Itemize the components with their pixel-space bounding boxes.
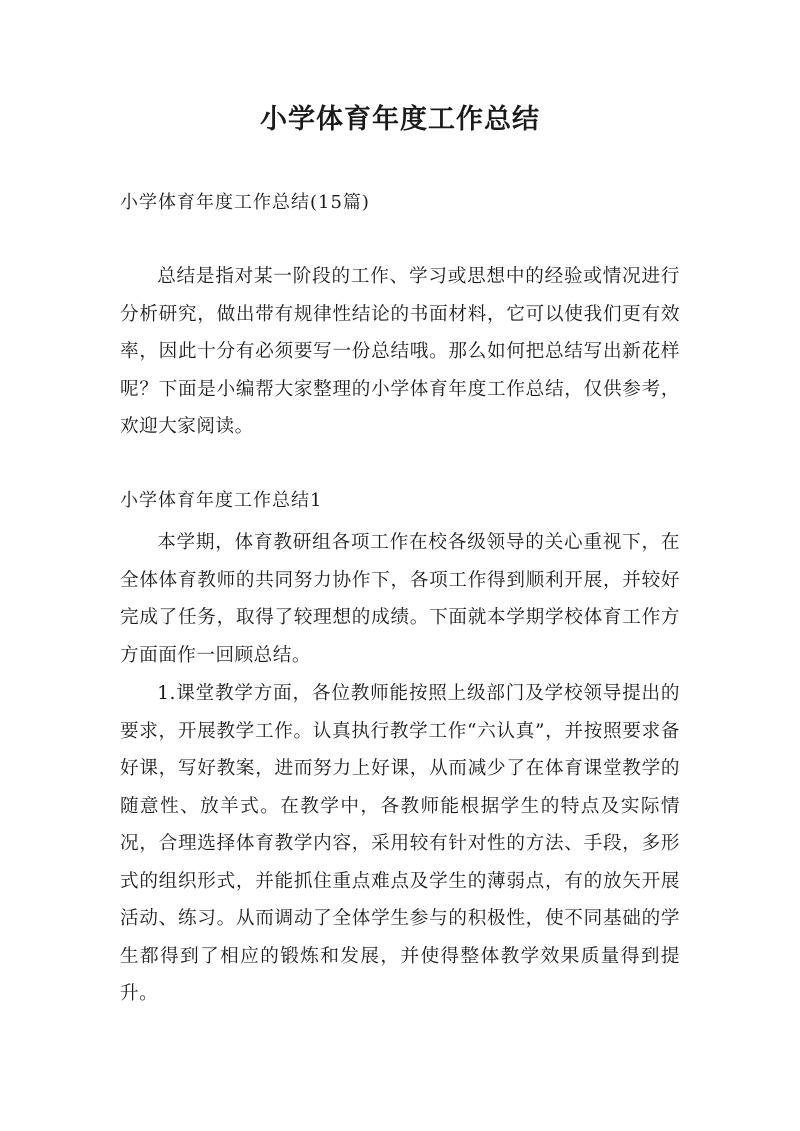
document-title: 小学体育年度工作总结 bbox=[260, 104, 540, 135]
document-subtitle: 小学体育年度工作总结(15篇) bbox=[120, 192, 370, 213]
body-paragraph-1: 本学期，体育教研组各项工作在校各级领导的关心重视下，在全体体育教师的共同努力协作下，各项工作得到顺利开展，并较好完成了任务，取得了较理想的成绩。下面就本学期学校体育工作方方面面作一回顾总结。 bbox=[120, 532, 680, 666]
body-paragraph-2: 1.课堂教学方面，各位教师能按照上级部门及学校领导提出的要求，开展教学工作。认真执行教学工作“六认真”，并按照要求备好课，写好教案，进而努力上好课，从而减少了在体育课堂教学的随意性、放羊式。在教学中，各教师能根据学生的特点及实际情况，合理选择体育教学内容，采用较有针对性的方法、手段，多形式的组织形式，并能抓住重点难点及学生的薄弱点，有的放矢开展活动、练习。从而调动了全体学生参与的积极性，使不同基础的学生都得到了相应的锻炼和发展，并使得整体教学效果质量得到提升。 bbox=[120, 683, 680, 1004]
section-heading: 小学体育年度工作总结1 bbox=[120, 490, 323, 511]
intro-paragraph: 总结是指对某一阶段的工作、学习或思想中的经验或情况进行分析研究，做出带有规律性结论的书面材料，它可以使我们更有效率，因此十分有必须要写一份总结哦。那么如何把总结写出新花样呢？下面是小编帮大家整理的小学体育年度工作总结，仅供参考，欢迎大家阅读。 bbox=[120, 266, 680, 437]
